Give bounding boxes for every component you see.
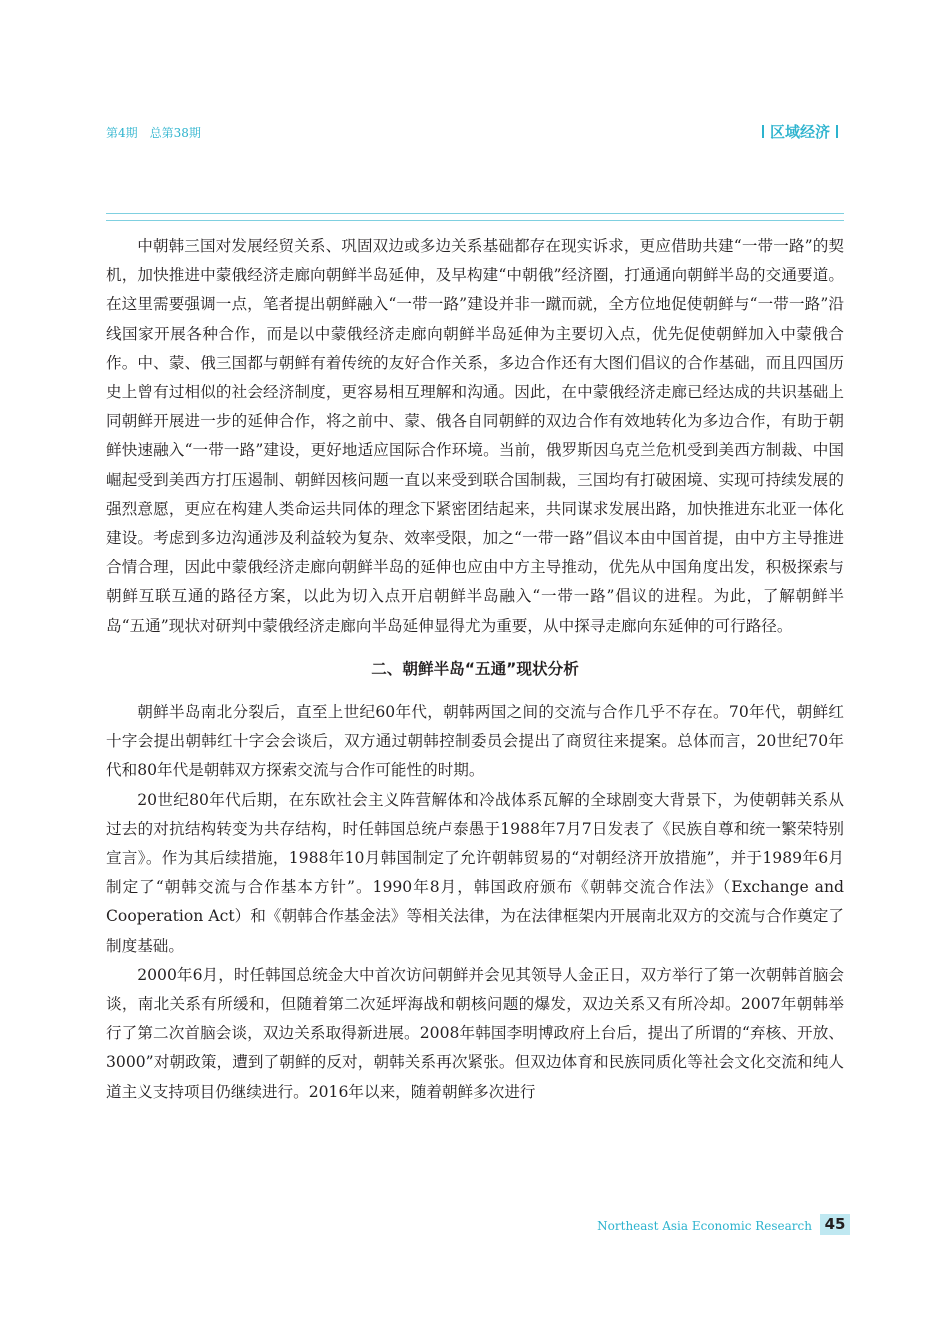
journal-name: Northeast Asia Economic Research: [597, 1219, 812, 1233]
issue-label: 第4期 总第38期: [106, 126, 201, 140]
divider-bar-left: [762, 125, 764, 138]
page-number: 45: [820, 1214, 850, 1235]
divider-bar-right: [836, 125, 838, 138]
paragraph-4: 2000年6月，时任韩国总统金大中首次访问朝鲜并会见其领导人金正日，双方举行了第一次朝韩首脑会谈，南北关系有所缓和，但随着第二次延坪海战和朝核问题的爆发，双边关系又有所冷却。2007年朝韩举行了第二次首脑会谈，双边关系取得新进展。2008年韩国李明博政府上台后，提出了所谓的“弃核、开放、3000”对朝政策，遭到了朝鲜的反对，朝韩关系再次紧张。但双边体育和民族同质化等社会文化交流和纯人道主义支持项目仍继续进行。2016年以来，随着朝鲜多次进行: [106, 965, 844, 1101]
paragraph-3: 20世纪80年代后期，在东欧社会主义阵营解体和冷战体系瓦解的全球剧变大背景下，为使朝韩关系从过去的对抗结构转变为共存结构，时任韩国总统卢泰愚于1988年7月7日发表了《民族自尊和统一繁荣特别宣言》。作为其后续措施，1988年10月韩国制定了允许朝韩贸易的“对朝经济开放措施”，并于1989年6月制定了“朝韩交流与合作基本方针”。1990年8月，韩国政府颁布《朝韩交流合作法》（Exchange and Cooperation Act）和《朝韩合作基金法》等相关法律，为在法律框架内开展南北双方的交流与合作奠定了制度基础。: [106, 790, 844, 955]
article-body: [106, 232, 844, 1107]
section-title: 区域经济: [769, 123, 830, 141]
paragraph-2: 朝鲜半岛南北分裂后，直至上世纪60年代，朝韩两国之间的交流与合作几乎不存在。70年代，朝鲜红十字会提出朝韩红十字会会谈后，双方通过朝韩控制委员会提出了商贸往来提案。总体而言，20世纪70年代和80年代是朝韩双方探索交流与合作可能性的时期。: [106, 703, 844, 780]
section-label: [756, 121, 844, 142]
paragraph-1: 中朝韩三国对发展经贸关系、巩固双边或多边关系基础都存在现实诉求，更应借助共建“一带一路”的契机，加快推进中蒙俄经济走廊向朝鲜半岛延伸，及早构建“中朝俄”经济圈，打通通向朝鲜半岛的交通要道。在这里需要强调一点，笔者提出朝鲜融入“一带一路”建设并非一蹴而就，全方位地促使朝鲜与“一带一路”沿线国家开展各种合作，而是以中蒙俄经济走廊向朝鲜半岛延伸为主要切入点，优先促使朝鲜加入中蒙俄合作。中、蒙、俄三国都与朝鲜有着传统的友好合作关系，多边合作还有大图们倡议的合作基础，而且四国历史上曾有过相似的社会经济制度，更容易相互理解和沟通。因此，在中蒙俄经济走廊已经达成的共识基础上同朝鲜开展进一步的延伸合作，将之前中、蒙、俄各自同朝鲜的双边合作有效地转化为多边合作，有助于朝鲜快速融入“一带一路”建设，更好地适应国际合作环境。当前，俄罗斯因乌克兰危机受到美西方制裁、中国崛起受到美西方打压遏制、朝鲜因核问题一直以来受到联合国制裁，三国均有打破困境、实现可持续发展的强烈意愿，更应在构建人类命运共同体的理念下紧密团结起来，共同谋求发展出路，加快推进东北亚一体化建设。考虑到多边沟通涉及利益较为复杂、效率受限，加之“一带一路”倡议本由中国首提，由中方主导推进合情合理，因此中蒙俄经济走廊向朝鲜半岛的延伸也应由中方主导推动，优先从中国角度出发，积极探索与朝鲜互联互通的路径方案，以此为切入点开启朝鲜半岛融入“一带一路”倡议的进程。为此，了解朝鲜半岛“五通”现状对研判中蒙俄经济走廊向半岛延伸显得尤为重要，从中探寻走廊向东延伸的可行路径。: [106, 237, 844, 635]
header-rule: [106, 213, 844, 221]
section-heading: 二、朝鲜半岛“五通”现状分析: [371, 659, 579, 678]
